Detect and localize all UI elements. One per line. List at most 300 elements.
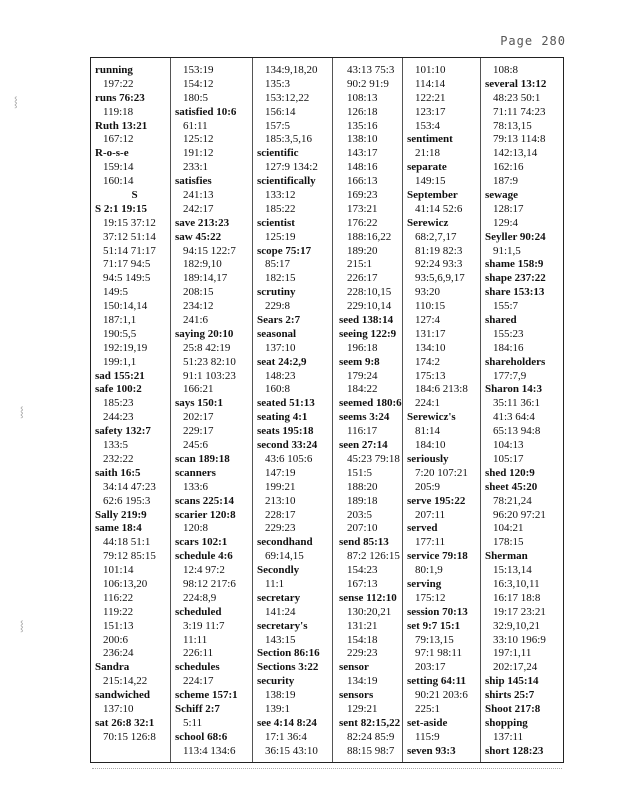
index-reference: 185:22 xyxy=(265,202,296,215)
index-reference: 5:11 xyxy=(183,716,203,729)
index-term: saw 45:22 xyxy=(175,230,222,243)
index-term: Shoot 217:8 xyxy=(485,702,541,715)
index-term: Sharon 14:3 xyxy=(485,383,542,396)
index-term: set 9:7 15:1 xyxy=(407,619,461,632)
index-term: shed 120:9 xyxy=(485,466,535,479)
index-reference: 104:13 xyxy=(493,439,524,452)
index-reference: 154:23 xyxy=(347,564,378,577)
index-reference: 224:8,9 xyxy=(183,591,217,604)
index-term: seem 9:8 xyxy=(339,355,380,368)
index-reference: 81:19 82:3 xyxy=(415,244,463,257)
index-term: Secondly xyxy=(257,564,300,577)
index-reference: 127:4 xyxy=(415,314,441,327)
index-reference: 229:10,14 xyxy=(347,300,392,313)
index-term: sad 155:21 xyxy=(95,369,145,382)
index-reference: 203:17 xyxy=(415,661,446,674)
index-reference: 43:6 105:6 xyxy=(265,452,313,465)
index-reference: 177:7,9 xyxy=(493,369,527,382)
index-term: serving xyxy=(407,577,442,590)
index-term: scan 189:18 xyxy=(175,452,230,465)
index-reference: 36:15 43:10 xyxy=(265,744,318,757)
index-reference: 69:14,15 xyxy=(265,550,304,563)
index-reference: 65:13 94:8 xyxy=(493,425,541,438)
index-reference: 148:23 xyxy=(265,369,296,382)
index-reference: 182:15 xyxy=(265,272,296,285)
index-reference: 16:3,10,11 xyxy=(493,577,540,590)
index-reference: 188:16,22 xyxy=(347,230,392,243)
index-reference: 37:12 51:14 xyxy=(103,230,156,243)
index-reference: 62:6 195:3 xyxy=(103,494,151,507)
index-term: shared xyxy=(485,314,517,327)
index-reference: 48:23 50:1 xyxy=(493,91,541,104)
page-number: Page 280 xyxy=(500,34,566,48)
index-reference: 143:15 xyxy=(265,633,296,646)
index-reference: 79:12 85:15 xyxy=(103,550,156,563)
index-term: separate xyxy=(407,161,447,174)
index-reference: 184:6 213:8 xyxy=(415,383,468,396)
index-reference: 134:10 xyxy=(415,341,446,354)
index-reference: 226:17 xyxy=(347,272,378,285)
index-reference: 147:19 xyxy=(265,466,296,479)
index-reference: 199:21 xyxy=(265,480,296,493)
index-term: sense 112:10 xyxy=(339,591,397,604)
index-reference: 19:15 37:12 xyxy=(103,216,156,229)
index-term: service 79:18 xyxy=(407,550,468,563)
index-reference: 101:14 xyxy=(103,564,134,577)
index-reference: 234:12 xyxy=(183,300,214,313)
index-reference: 79:13 114:8 xyxy=(493,133,546,146)
index-reference: 191:12 xyxy=(183,147,214,160)
index-reference: 45:23 79:18 xyxy=(347,452,400,465)
index-reference: 91:1 103:23 xyxy=(183,369,236,382)
index-reference: 200:6 xyxy=(103,633,129,646)
index-reference: 81:14 xyxy=(415,425,441,438)
index-term: session 70:13 xyxy=(407,605,468,618)
index-term: Seyller 90:24 xyxy=(485,230,546,243)
index-reference: 202:17,24 xyxy=(493,661,538,674)
index-reference: 233:1 xyxy=(183,161,209,174)
index-term: safety 132:7 xyxy=(95,425,151,438)
index-term: seen 27:14 xyxy=(339,439,388,452)
index-reference: 184:10 xyxy=(415,439,446,452)
index-term: second 33:24 xyxy=(257,439,318,452)
index-reference: 182:9,10 xyxy=(183,258,222,271)
index-reference: 122:21 xyxy=(415,91,446,104)
index-reference: 196:18 xyxy=(347,341,378,354)
index-term: sensors xyxy=(339,689,374,702)
index-reference: 98:12 217:6 xyxy=(183,577,236,590)
index-reference: 153:12,22 xyxy=(265,91,310,104)
index-reference: 92:24 93:3 xyxy=(415,258,463,271)
index-term: scars 102:1 xyxy=(175,536,228,549)
index-term: scanners xyxy=(175,466,216,479)
index-reference: 15:13,14 xyxy=(493,564,532,577)
index-reference: 149:15 xyxy=(415,175,446,188)
index-reference: 137:10 xyxy=(265,341,296,354)
index-reference: 35:11 36:1 xyxy=(493,397,540,410)
index-term: seats 195:18 xyxy=(257,425,314,438)
index-reference: 241:6 xyxy=(183,314,209,327)
index-reference: 208:15 xyxy=(183,286,214,299)
index-term: scans 225:14 xyxy=(175,494,234,507)
index-term: seasonal xyxy=(257,327,297,340)
index-reference: 114:14 xyxy=(415,77,446,90)
index-reference: 154:18 xyxy=(347,633,378,646)
index-column-3 xyxy=(257,64,336,759)
index-column-5 xyxy=(407,64,486,759)
index-term: Sandra xyxy=(95,661,130,674)
index-term: shame 158:9 xyxy=(485,258,544,271)
index-reference: 85:17 xyxy=(265,258,291,271)
index-reference: 11:11 xyxy=(183,633,208,646)
index-reference: 148:16 xyxy=(347,161,378,174)
index-reference: 32:9,10,21 xyxy=(493,619,541,632)
index-reference: 11:1 xyxy=(265,577,285,590)
index-term: set-aside xyxy=(407,716,448,729)
index-reference: 153:19 xyxy=(183,64,214,76)
index-term: schedules xyxy=(175,661,220,674)
index-term: seven 93:3 xyxy=(407,744,456,757)
index-reference: 138:10 xyxy=(347,133,378,146)
index-reference: 96:20 97:21 xyxy=(493,508,546,521)
index-term: short 128:23 xyxy=(485,744,544,757)
index-reference: 174:2 xyxy=(415,355,441,368)
index-term: Serewicz's xyxy=(407,411,456,424)
index-term: saith 16:5 xyxy=(95,466,141,479)
index-reference: 12:4 97:2 xyxy=(183,564,225,577)
index-reference: 79:13,15 xyxy=(415,633,454,646)
index-term: several 13:12 xyxy=(485,77,547,90)
index-reference: 131:17 xyxy=(415,327,446,340)
index-term: Section 86:16 xyxy=(257,647,320,660)
index-reference: 151:5 xyxy=(347,466,373,479)
index-term: sensor xyxy=(339,661,369,674)
index-reference: 133:5 xyxy=(103,439,129,452)
index-reference: 173:21 xyxy=(347,202,378,215)
index-reference: 143:17 xyxy=(347,147,378,160)
index-term: safe 100:2 xyxy=(95,383,142,396)
index-term: save 213:23 xyxy=(175,216,230,229)
index-reference: 71:17 94:5 xyxy=(103,258,151,271)
index-reference: 3:19 11:7 xyxy=(183,619,225,632)
index-term: schedule 4:6 xyxy=(175,550,233,563)
index-reference: 229:17 xyxy=(183,425,214,438)
index-reference: 185:23 xyxy=(103,397,134,410)
index-reference: 78:13,15 xyxy=(493,119,532,132)
index-reference: 51:14 71:17 xyxy=(103,244,156,257)
index-reference: 125:19 xyxy=(265,230,296,243)
index-term: sat 26:8 32:1 xyxy=(95,716,155,729)
index-reference: 156:14 xyxy=(265,105,296,118)
index-reference: 167:13 xyxy=(347,577,378,590)
index-reference: 207:10 xyxy=(347,522,378,535)
index-reference: 125:12 xyxy=(183,133,214,146)
index-reference: 190:5,5 xyxy=(103,327,137,340)
index-term: scientific xyxy=(257,147,299,160)
index-column-2 xyxy=(175,64,254,759)
index-reference: 97:1 98:11 xyxy=(415,647,462,660)
index-reference: 199:1,1 xyxy=(103,355,137,368)
index-reference: 90:21 203:6 xyxy=(415,689,468,702)
index-reference: 139:1 xyxy=(265,702,291,715)
index-term: seating 4:1 xyxy=(257,411,308,424)
index-term: shopping xyxy=(485,716,528,729)
index-reference: 184:16 xyxy=(493,341,524,354)
index-reference: 80:1,9 xyxy=(415,564,443,577)
index-term: share 153:13 xyxy=(485,286,545,299)
index-reference: 78:21,24 xyxy=(493,494,532,507)
index-term: seriously xyxy=(407,452,449,465)
index-reference: 245:6 xyxy=(183,439,209,452)
index-term: Sears 2:7 xyxy=(257,314,301,327)
index-reference: 197:22 xyxy=(103,77,134,90)
index-reference: 224:17 xyxy=(183,675,214,688)
index-reference: 126:18 xyxy=(347,105,378,118)
index-term: served xyxy=(407,522,438,535)
index-reference: 93:5,6,9,17 xyxy=(415,272,465,285)
index-reference: 187:9 xyxy=(493,175,519,188)
index-term: serve 195:22 xyxy=(407,494,466,507)
index-reference: 110:15 xyxy=(415,300,446,313)
index-reference: 241:13 xyxy=(183,189,214,202)
index-term: seemed 180:6 xyxy=(339,397,402,410)
index-reference: 116:22 xyxy=(103,591,134,604)
index-reference: 70:15 126:8 xyxy=(103,730,156,743)
index-term: security xyxy=(257,675,295,688)
index-reference: 33:10 196:9 xyxy=(493,633,546,646)
index-reference: 236:24 xyxy=(103,647,134,660)
index-term: scheme 157:1 xyxy=(175,689,238,702)
index-term: sentiment xyxy=(407,133,453,146)
index-reference: 19:17 23:21 xyxy=(493,605,546,618)
index-reference: 202:17 xyxy=(183,411,214,424)
index-reference: 16:17 18:8 xyxy=(493,591,541,604)
index-reference: 129:4 xyxy=(493,216,519,229)
margin-mark: ⸾ xyxy=(20,621,24,632)
index-reference: 189:20 xyxy=(347,244,378,257)
index-reference: 116:17 xyxy=(347,425,378,438)
margin-mark: ⸾ xyxy=(20,407,24,418)
index-reference: 178:15 xyxy=(493,536,524,549)
index-reference: 41:14 52:6 xyxy=(415,202,463,215)
index-reference: 215:14,22 xyxy=(103,675,148,688)
footer-rule xyxy=(92,768,562,775)
index-term: sent 82:15,22 xyxy=(339,716,401,729)
index-term: says 150:1 xyxy=(175,397,223,410)
index-reference: 224:1 xyxy=(415,397,441,410)
index-term: seat 24:2,9 xyxy=(257,355,307,368)
index-reference: 135:16 xyxy=(347,119,378,132)
index-reference: 155:23 xyxy=(493,327,524,340)
index-reference: 153:4 xyxy=(415,119,441,132)
index-term: Ruth 13:21 xyxy=(95,119,148,132)
index-reference: 90:2 91:9 xyxy=(347,77,389,90)
index-reference: 119:22 xyxy=(103,605,134,618)
index-reference: 105:17 xyxy=(493,452,524,465)
index-term: Sections 3:22 xyxy=(257,661,319,674)
index-term: sandwiched xyxy=(95,689,151,702)
index-reference: 128:17 xyxy=(493,202,524,215)
index-reference: 207:11 xyxy=(415,508,446,521)
index-reference: 101:10 xyxy=(415,64,446,76)
index-term: scientifically xyxy=(257,175,316,188)
index-reference: 94:5 149:5 xyxy=(103,272,151,285)
index-reference: 157:5 xyxy=(265,119,291,132)
index-reference: 184:22 xyxy=(347,383,378,396)
index-reference: 43:13 75:3 xyxy=(347,64,395,76)
index-term: satisfies xyxy=(175,175,212,188)
index-reference: 113:4 134:6 xyxy=(183,744,236,757)
index-term: same 18:4 xyxy=(95,522,142,535)
index-reference: 160:14 xyxy=(103,175,134,188)
index-term: shareholders xyxy=(485,355,546,368)
index-reference: 228:17 xyxy=(265,508,296,521)
index-reference: 180:5 xyxy=(183,91,209,104)
index-term: see 4:14 8:24 xyxy=(257,716,317,729)
index-reference: 213:10 xyxy=(265,494,296,507)
index-reference: 169:23 xyxy=(347,189,378,202)
index-reference: 175:13 xyxy=(415,369,446,382)
index-reference: 154:12 xyxy=(183,77,214,90)
index-term: secondhand xyxy=(257,536,313,549)
index-reference: 93:20 xyxy=(415,286,441,299)
index-term: scarier 120:8 xyxy=(175,508,236,521)
index-reference: 215:1 xyxy=(347,258,373,271)
index-reference: 88:15 98:7 xyxy=(347,744,395,757)
index-reference: 151:13 xyxy=(103,619,134,632)
index-reference: 130:20,21 xyxy=(347,605,392,618)
index-term: S 2:1 19:15 xyxy=(95,202,147,215)
index-reference: 167:12 xyxy=(103,133,134,146)
index-reference: 71:11 74:23 xyxy=(493,105,546,118)
index-reference: 127:9 134:2 xyxy=(265,161,318,174)
index-term: seated 51:13 xyxy=(257,397,315,410)
index-reference: 34:14 47:23 xyxy=(103,480,156,493)
index-term: sewage xyxy=(485,189,518,202)
index-reference: 179:24 xyxy=(347,369,378,382)
letter-divider: S xyxy=(131,189,138,202)
index-reference: 108:8 xyxy=(493,64,519,76)
index-term: Sally 219:9 xyxy=(95,508,147,521)
index-reference: 133:6 xyxy=(183,480,209,493)
index-reference: 229:8 xyxy=(265,300,291,313)
index-reference: 228:10,15 xyxy=(347,286,392,299)
margin-mark: ⸾ xyxy=(14,97,18,108)
index-term: September xyxy=(407,189,458,202)
index-reference: 177:11 xyxy=(415,536,446,549)
index-column-1 xyxy=(95,64,174,745)
index-term: setting 64:11 xyxy=(407,675,466,688)
index-reference: 91:1,5 xyxy=(493,244,521,257)
index-reference: 189:14,17 xyxy=(183,272,228,285)
index-term: satisfied 10:6 xyxy=(175,105,237,118)
index-term: running xyxy=(95,64,133,76)
index-reference: 138:19 xyxy=(265,689,296,702)
index-term: ship 145:14 xyxy=(485,675,539,688)
index-reference: 17:1 36:4 xyxy=(265,730,307,743)
index-reference: 68:2,7,17 xyxy=(415,230,457,243)
index-reference: 106:13,20 xyxy=(103,577,148,590)
index-reference: 175:12 xyxy=(415,591,446,604)
index-reference: 150:14,14 xyxy=(103,300,148,313)
index-term: shape 237:22 xyxy=(485,272,546,285)
index-reference: 229:23 xyxy=(347,647,378,660)
index-reference: 226:11 xyxy=(183,647,214,660)
index-reference: 203:5 xyxy=(347,508,373,521)
index-reference: 133:12 xyxy=(265,189,296,202)
index-term: scheduled xyxy=(175,605,222,618)
index-term: seems 3:24 xyxy=(339,411,390,424)
index-reference: 149:5 xyxy=(103,286,129,299)
index-reference: 205:9 xyxy=(415,480,441,493)
index-term: send 85:13 xyxy=(339,536,389,549)
index-reference: 225:1 xyxy=(415,702,441,715)
index-term: Schiff 2:7 xyxy=(175,702,220,715)
index-reference: 134:19 xyxy=(347,675,378,688)
index-reference: 242:17 xyxy=(183,202,214,215)
index-reference: 192:19,19 xyxy=(103,341,148,354)
index-reference: 141:24 xyxy=(265,605,296,618)
index-reference: 119:18 xyxy=(103,105,134,118)
index-reference: 155:7 xyxy=(493,300,519,313)
index-reference: 135:3 xyxy=(265,77,291,90)
index-term: school 68:6 xyxy=(175,730,228,743)
index-term: Serewicz xyxy=(407,216,449,229)
index-term: scope 75:17 xyxy=(257,244,312,257)
index-reference: 166:21 xyxy=(183,383,214,396)
index-reference: 104:21 xyxy=(493,522,524,535)
index-reference: 162:16 xyxy=(493,161,524,174)
index-reference: 166:13 xyxy=(347,175,378,188)
index-term: secretary xyxy=(257,591,301,604)
index-reference: 94:15 122:7 xyxy=(183,244,236,257)
index-reference: 229:23 xyxy=(265,522,296,535)
index-reference: 160:8 xyxy=(265,383,291,396)
index-reference: 134:9,18,20 xyxy=(265,64,318,76)
index-reference: 123:17 xyxy=(415,105,446,118)
index-term: secretary's xyxy=(257,619,308,632)
index-reference: 7:20 107:21 xyxy=(415,466,468,479)
index-reference: 41:3 64:4 xyxy=(493,411,535,424)
index-reference: 197:1,11 xyxy=(493,647,532,660)
index-reference: 142:13,14 xyxy=(493,147,538,160)
index-reference: 232:22 xyxy=(103,452,134,465)
index-reference: 108:13 xyxy=(347,91,378,104)
index-reference: 129:21 xyxy=(347,702,378,715)
index-reference: 137:11 xyxy=(493,730,524,743)
index-reference: 185:3,5,16 xyxy=(265,133,313,146)
index-term: Sherman xyxy=(485,550,528,563)
index-reference: 244:23 xyxy=(103,411,134,424)
index-term: saying 20:10 xyxy=(175,327,234,340)
index-reference: 188:20 xyxy=(347,480,378,493)
index-term: scientist xyxy=(257,216,295,229)
index-reference: 82:24 85:9 xyxy=(347,730,395,743)
index-term: scrutiny xyxy=(257,286,296,299)
index-reference: 131:21 xyxy=(347,619,378,632)
index-term: runs 76:23 xyxy=(95,91,145,104)
index-reference: 61:11 xyxy=(183,119,208,132)
index-reference: 120:8 xyxy=(183,522,209,535)
index-column-6 xyxy=(485,64,564,759)
index-term: R-o-s-e xyxy=(95,147,129,160)
index-reference: 189:18 xyxy=(347,494,378,507)
index-reference: 44:18 51:1 xyxy=(103,536,151,549)
index-reference: 21:18 xyxy=(415,147,441,160)
index-reference: 25:8 42:19 xyxy=(183,341,231,354)
index-term: seeing 122:9 xyxy=(339,327,397,340)
word-index-table xyxy=(90,57,564,763)
